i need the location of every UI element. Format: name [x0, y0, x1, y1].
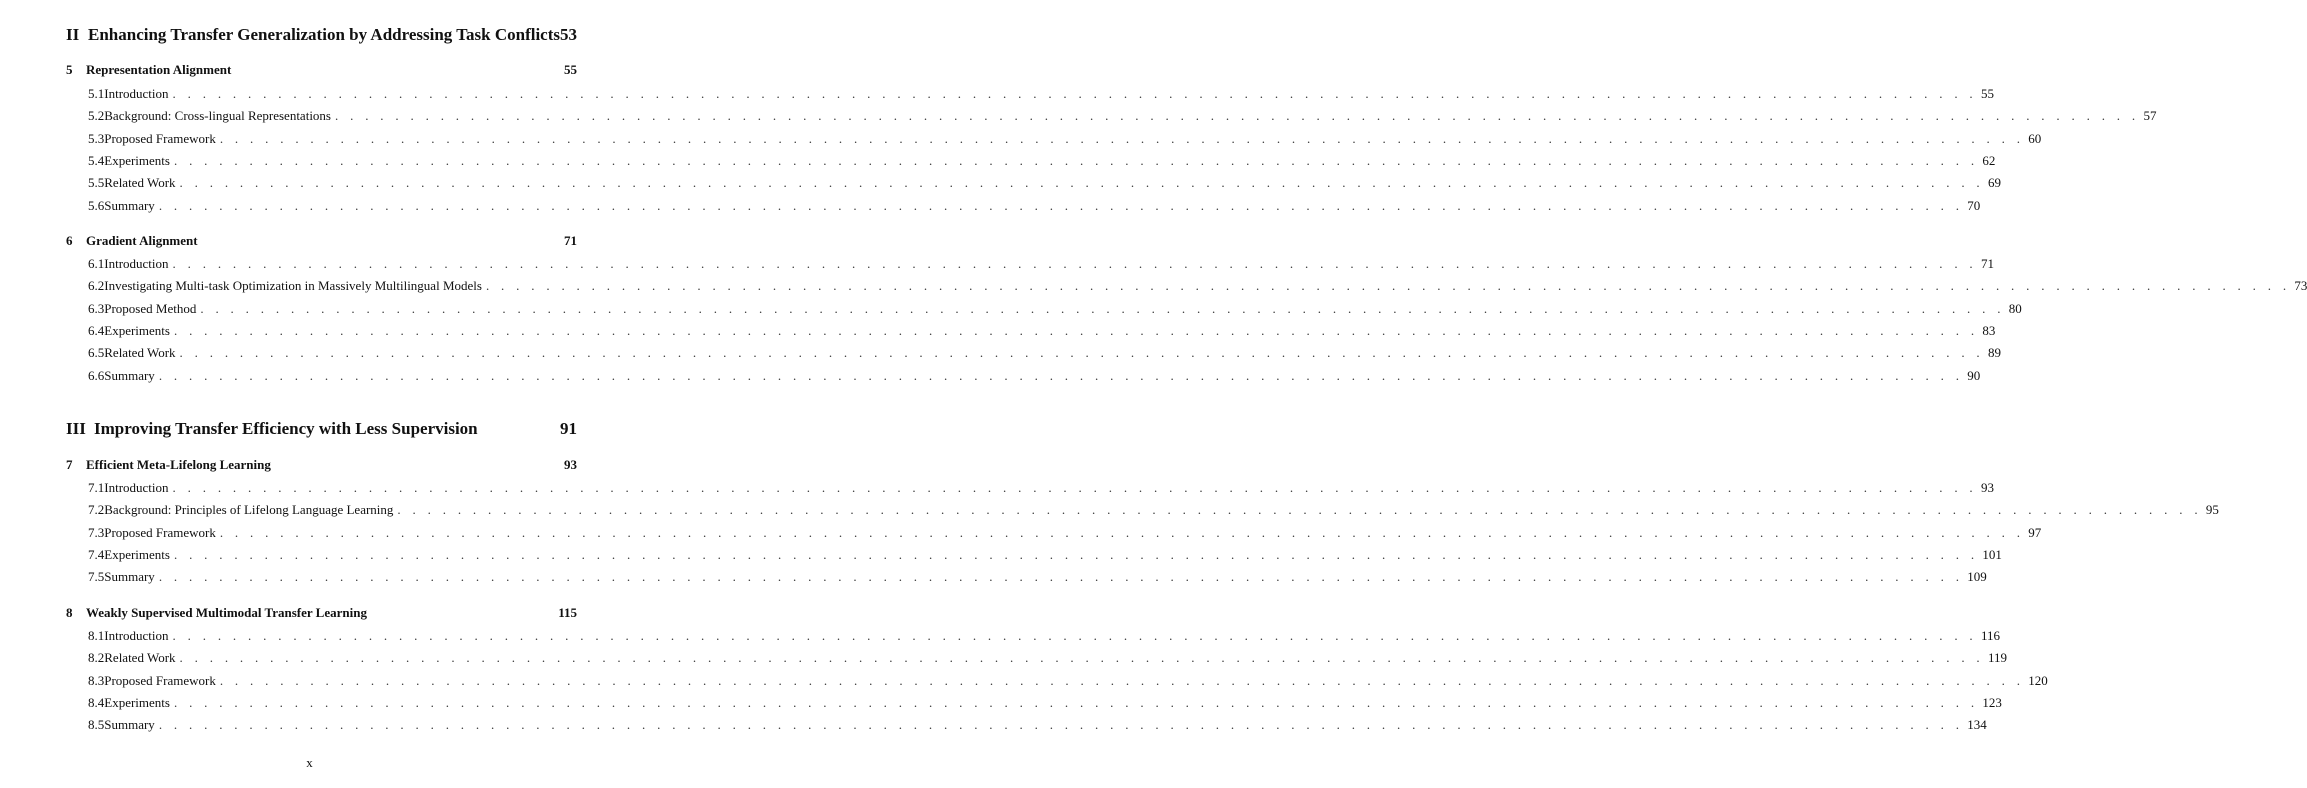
- section-entry-title: Related Work: [104, 345, 176, 361]
- section-entry[interactable]: [88, 175, 2001, 191]
- part-heading-title: Improving Transfer Efficiency with Less Supervision: [94, 419, 478, 438]
- dot-leader: . . . . . . . . . . . . . . . . . . . . . . . . . . . . . . . . . . . . . . . . . . . . . . . . . . . . . . . . . . . . . . . . . . . . . . . . . . . . . . . . . . . . . . . . . . . . . . . . . . . . . . . . . . . . . . . . . . . . . . . .: [158, 717, 1964, 733]
- section-entry-page: 83: [1982, 323, 1996, 339]
- section-entry-title: Background: Principles of Lifelong Language Learning: [104, 502, 394, 518]
- section-entry-page: 62: [1982, 153, 1996, 169]
- section-entry-number: 8.4: [88, 695, 105, 711]
- dot-leader: . . . . . . . . . . . . . . . . . . . . . . . . . . . . . . . . . . . . . . . . . . . . . . . . . . . . . . . . . . . . . . . . . . . . . . . . . . . . . . . . . . . . . . . . . . . . . . . . . . . . . . . . . . . . . . . . . . . . . . . .: [158, 197, 1964, 213]
- chapter-entry-title: Weakly Supervised Multimodal Transfer Learning: [86, 605, 367, 620]
- dot-leader: . . . . . . . . . . . . . . . . . . . . . . . . . . . . . . . . . . . . . . . . . . . . . . . . . . . . . . . . . . . . . . . . . . . . . . . . . . . . . . . . . . . . . . . . . . . . . . . . . . . . . . . . . . . . . . . . . . . . . . . .: [485, 278, 2291, 294]
- section-entry-number: 5.3: [88, 130, 105, 146]
- section-entry-number: 7.5: [88, 569, 105, 585]
- section-entry-page: 119: [1987, 650, 2008, 666]
- section-entry[interactable]: [88, 524, 2042, 541]
- section-entry[interactable]: [88, 86, 1994, 102]
- section-entry-title: Summary: [104, 367, 155, 383]
- section-entry-page: 70: [1967, 197, 1981, 213]
- section-entry-title: Proposed Method: [104, 300, 197, 316]
- chapter-entry-title: Efficient Meta-Lifelong Learning: [86, 457, 271, 472]
- section-entry-title: Background: Cross-lingual Representations: [104, 108, 331, 124]
- section-entry-title: Experiments: [104, 323, 170, 339]
- section-entry-page: 97: [2028, 524, 2042, 540]
- section-entry[interactable]: [88, 300, 2022, 317]
- dot-leader: . . . . . . . . . . . . . . . . . . . . . . . . . . . . . . . . . . . . . . . . . . . . . . . . . . . . . . . . . . . . . . . . . . . . . . . . . . . . . . . . . . . . . . . . . . . . . . . . . . . . . . . . . . . . . . . . . . . . . . . .: [172, 256, 1977, 271]
- section-entry-number: 8.5: [88, 717, 105, 733]
- section-entry-title: Experiments: [104, 695, 170, 711]
- part-heading-page: 53: [560, 25, 577, 44]
- section-entry[interactable]: [88, 153, 1996, 169]
- chapter-entry-number: 7: [66, 457, 73, 472]
- dot-leader: . . . . . . . . . . . . . . . . . . . . . . . . . . . . . . . . . . . . . . . . . . . . . . . . . . . . . . . . . . . . . . . . . . . . . . . . . . . . . . . . . . . . . . . . . . . . . . . . . . . . . . . . . . . . . . . . . . . . . . . .: [200, 300, 2005, 316]
- chapter-entry-number: 8: [66, 605, 73, 620]
- chapter-entry-number: 5: [66, 62, 73, 77]
- section-entry[interactable]: [88, 569, 1987, 585]
- section-entry-number: 7.3: [88, 524, 105, 540]
- section-entry-page: 57: [2143, 108, 2157, 124]
- section-entry-title: Summary: [104, 717, 155, 733]
- section-entry[interactable]: [88, 695, 2002, 711]
- section-entry-number: 5.4: [88, 153, 105, 169]
- section-entry[interactable]: [88, 345, 2001, 361]
- part-heading-number: II: [66, 25, 80, 44]
- section-entry-title: Introduction: [104, 480, 169, 495]
- section-entry-page: 134: [1967, 717, 1987, 733]
- chapter-entry[interactable]: [66, 457, 577, 473]
- section-entry[interactable]: [88, 502, 2219, 518]
- section-entry[interactable]: [88, 278, 2307, 294]
- section-entry-number: 6.1: [88, 256, 105, 271]
- section-entry-title: Experiments: [104, 153, 170, 169]
- chapter-entry[interactable]: [66, 233, 577, 249]
- section-entry-page: 109: [1967, 569, 1987, 585]
- part-heading-page: 91: [560, 419, 577, 438]
- chapter-entry[interactable]: [66, 62, 577, 78]
- section-entry[interactable]: [88, 197, 1981, 214]
- section-entry-page: 89: [1987, 345, 2001, 361]
- section-entry-page: 60: [2028, 130, 2042, 146]
- dot-leader: . . . . . . . . . . . . . . . . . . . . . . . . . . . . . . . . . . . . . . . . . . . . . . . . . . . . . . . . . . . . . . . . . . . . . . . . . . . . . . . . . . . . . . . . . . . . . . . . . . . . . . . . . . . . . . . . . . . . . . . .: [219, 524, 2025, 540]
- section-entry-number: 6.5: [88, 345, 105, 361]
- section-entry-number: 6.6: [88, 367, 105, 383]
- section-entry-title: Introduction: [104, 256, 169, 271]
- section-entry-page: 116: [1980, 628, 2000, 643]
- page-number: x: [306, 755, 313, 770]
- section-entry-number: 7.2: [88, 502, 105, 518]
- dot-leader: . . . . . . . . . . . . . . . . . . . . . . . . . . . . . . . . . . . . . . . . . . . . . . . . . . . . . . . . . . . . . . . . . . . . . . . . . . . . . . . . . . . . . . . . . . . . . . . . . . . . . . . . . . . . . . . . . . . . . . . .: [173, 323, 1979, 339]
- dot-leader: . . . . . . . . . . . . . . . . . . . . . . . . . . . . . . . . . . . . . . . . . . . . . . . . . . . . . . . . . . . . . . . . . . . . . . . . . . . . . . . . . . . . . . . . . . . . . . . . . . . . . . . . . . . . . . . . . . . . . . . .: [335, 108, 2140, 124]
- section-entry-page: 93: [1980, 480, 1994, 495]
- dot-leader: . . . . . . . . . . . . . . . . . . . . . . . . . . . . . . . . . . . . . . . . . . . . . . . . . . . . . . . . . . . . . . . . . . . . . . . . . . . . . . . . . . . . . . . . . . . . . . . . . . . . . . . . . . . . . . . . . . . . . . . .: [173, 153, 1979, 169]
- section-entry-page: 120: [2028, 672, 2048, 688]
- section-entry-number: 5.5: [88, 175, 105, 191]
- section-entry-page: 71: [1980, 256, 1994, 271]
- section-entry[interactable]: [88, 367, 1981, 384]
- part-heading[interactable]: [66, 419, 577, 439]
- dot-leader: . . . . . . . . . . . . . . . . . . . . . . . . . . . . . . . . . . . . . . . . . . . . . . . . . . . . . . . . . . . . . . . . . . . . . . . . . . . . . . . . . . . . . . . . . . . . . . . . . . . . . . . . . . . . . . . . . . . . . . . .: [179, 345, 1984, 361]
- section-entry[interactable]: [88, 256, 1994, 272]
- dot-leader: . . . . . . . . . . . . . . . . . . . . . . . . . . . . . . . . . . . . . . . . . . . . . . . . . . . . . . . . . . . . . . . . . . . . . . . . . . . . . . . . . . . . . . . . . . . . . . . . . . . . . . . . . . . . . . . . . . . . . . . .: [397, 502, 2202, 518]
- section-entry-number: 5.6: [88, 197, 105, 213]
- chapter-entry-page: 71: [564, 233, 577, 248]
- dot-leader: . . . . . . . . . . . . . . . . . . . . . . . . . . . . . . . . . . . . . . . . . . . . . . . . . . . . . . . . . . . . . . . . . . . . . . . . . . . . . . . . . . . . . . . . . . . . . . . . . . . . . . . . . . . . . . . . . . . . . . . .: [172, 480, 1977, 495]
- dot-leader: . . . . . . . . . . . . . . . . . . . . . . . . . . . . . . . . . . . . . . . . . . . . . . . . . . . . . . . . . . . . . . . . . . . . . . . . . . . . . . . . . . . . . . . . . . . . . . . . . . . . . . . . . . . . . . . . . . . . . . . .: [173, 695, 1979, 711]
- dot-leader: . . . . . . . . . . . . . . . . . . . . . . . . . . . . . . . . . . . . . . . . . . . . . . . . . . . . . . . . . . . . . . . . . . . . . . . . . . . . . . . . . . . . . . . . . . . . . . . . . . . . . . . . . . . . . . . . . . . . . . . .: [172, 86, 1977, 101]
- part-heading-title: Enhancing Transfer Generalization by Addressing Task Conflicts: [88, 25, 560, 44]
- section-entry-page: 73: [2294, 278, 2307, 294]
- section-entry-title: Related Work: [104, 650, 176, 666]
- section-entry[interactable]: [88, 628, 2000, 644]
- chapter-entry[interactable]: [66, 605, 577, 621]
- section-entry-number: 8.1: [88, 628, 105, 643]
- section-entry-title: Proposed Framework: [104, 130, 216, 146]
- section-entry-number: 8.2: [88, 650, 105, 666]
- section-entry-number: 6.3: [88, 300, 105, 316]
- section-entry-page: 101: [1982, 547, 2002, 563]
- section-entry-number: 8.3: [88, 672, 105, 688]
- chapter-entry-title: Representation Alignment: [86, 62, 232, 77]
- section-entry-number: 6.2: [88, 278, 105, 294]
- section-entry-page: 123: [1982, 695, 2002, 711]
- section-entry[interactable]: [88, 480, 1994, 496]
- section-entry-number: 7.1: [88, 480, 105, 495]
- section-entry-title: Investigating Multi-task Optimization in Massively Multilingual Models: [104, 278, 482, 294]
- section-entry[interactable]: [88, 108, 2157, 124]
- dot-leader: . . . . . . . . . . . . . . . . . . . . . . . . . . . . . . . . . . . . . . . . . . . . . . . . . . . . . . . . . . . . . . . . . . . . . . . . . . . . . . . . . . . . . . . . . . . . . . . . . . . . . . . . . . . . . . . . . . . . . . . .: [179, 175, 1984, 191]
- section-entry-title: Experiments: [104, 547, 170, 563]
- chapter-entry-page: 115: [558, 605, 577, 620]
- section-entry-title: Introduction: [104, 86, 169, 101]
- dot-leader: . . . . . . . . . . . . . . . . . . . . . . . . . . . . . . . . . . . . . . . . . . . . . . . . . . . . . . . . . . . . . . . . . . . . . . . . . . . . . . . . . . . . . . . . . . . . . . . . . . . . . . . . . . . . . . . . . . . . . . . .: [179, 650, 1984, 666]
- section-entry[interactable]: [88, 130, 2042, 147]
- section-entry[interactable]: [88, 323, 1996, 339]
- dot-leader: . . . . . . . . . . . . . . . . . . . . . . . . . . . . . . . . . . . . . . . . . . . . . . . . . . . . . . . . . . . . . . . . . . . . . . . . . . . . . . . . . . . . . . . . . . . . . . . . . . . . . . . . . . . . . . . . . . . . . . . .: [172, 628, 1977, 643]
- section-entry[interactable]: [88, 717, 1987, 733]
- chapter-entry-page: 55: [564, 62, 577, 77]
- section-entry-title: Summary: [104, 197, 155, 213]
- section-entry-page: 80: [2008, 300, 2022, 316]
- section-entry-page: 69: [1987, 175, 2001, 191]
- dot-leader: . . . . . . . . . . . . . . . . . . . . . . . . . . . . . . . . . . . . . . . . . . . . . . . . . . . . . . . . . . . . . . . . . . . . . . . . . . . . . . . . . . . . . . . . . . . . . . . . . . . . . . . . . . . . . . . . . . . . . . . .: [158, 569, 1964, 585]
- dot-leader: . . . . . . . . . . . . . . . . . . . . . . . . . . . . . . . . . . . . . . . . . . . . . . . . . . . . . . . . . . . . . . . . . . . . . . . . . . . . . . . . . . . . . . . . . . . . . . . . . . . . . . . . . . . . . . . . . . . . . . . .: [219, 672, 2025, 688]
- section-entry-number: 5.2: [88, 108, 105, 124]
- part-heading-number: III: [66, 419, 86, 438]
- section-entry-page: 95: [2205, 502, 2219, 518]
- section-entry-number: 6.4: [88, 323, 105, 339]
- section-entry[interactable]: [88, 672, 2048, 689]
- dot-leader: . . . . . . . . . . . . . . . . . . . . . . . . . . . . . . . . . . . . . . . . . . . . . . . . . . . . . . . . . . . . . . . . . . . . . . . . . . . . . . . . . . . . . . . . . . . . . . . . . . . . . . . . . . . . . . . . . . . . . . . .: [219, 130, 2025, 146]
- section-entry-title: Proposed Framework: [104, 672, 216, 688]
- section-entry-page: 55: [1980, 86, 1994, 101]
- chapter-entry-number: 6: [66, 233, 73, 248]
- dot-leader: . . . . . . . . . . . . . . . . . . . . . . . . . . . . . . . . . . . . . . . . . . . . . . . . . . . . . . . . . . . . . . . . . . . . . . . . . . . . . . . . . . . . . . . . . . . . . . . . . . . . . . . . . . . . . . . . . . . . . . . .: [173, 547, 1979, 563]
- section-entry-title: Related Work: [104, 175, 176, 191]
- part-heading[interactable]: [66, 25, 577, 45]
- chapter-entry-page: 93: [564, 457, 577, 472]
- section-entry-title: Proposed Framework: [104, 524, 216, 540]
- section-entry-title: Introduction: [104, 628, 169, 643]
- section-entry[interactable]: [88, 650, 2008, 666]
- chapter-entry-title: Gradient Alignment: [86, 233, 198, 248]
- section-entry-number: 7.4: [88, 547, 105, 563]
- section-entry-title: Summary: [104, 569, 155, 585]
- section-entry[interactable]: [88, 547, 2002, 563]
- section-entry-number: 5.1: [88, 86, 105, 101]
- section-entry-page: 90: [1967, 367, 1981, 383]
- dot-leader: . . . . . . . . . . . . . . . . . . . . . . . . . . . . . . . . . . . . . . . . . . . . . . . . . . . . . . . . . . . . . . . . . . . . . . . . . . . . . . . . . . . . . . . . . . . . . . . . . . . . . . . . . . . . . . . . . . . . . . . .: [158, 367, 1964, 383]
